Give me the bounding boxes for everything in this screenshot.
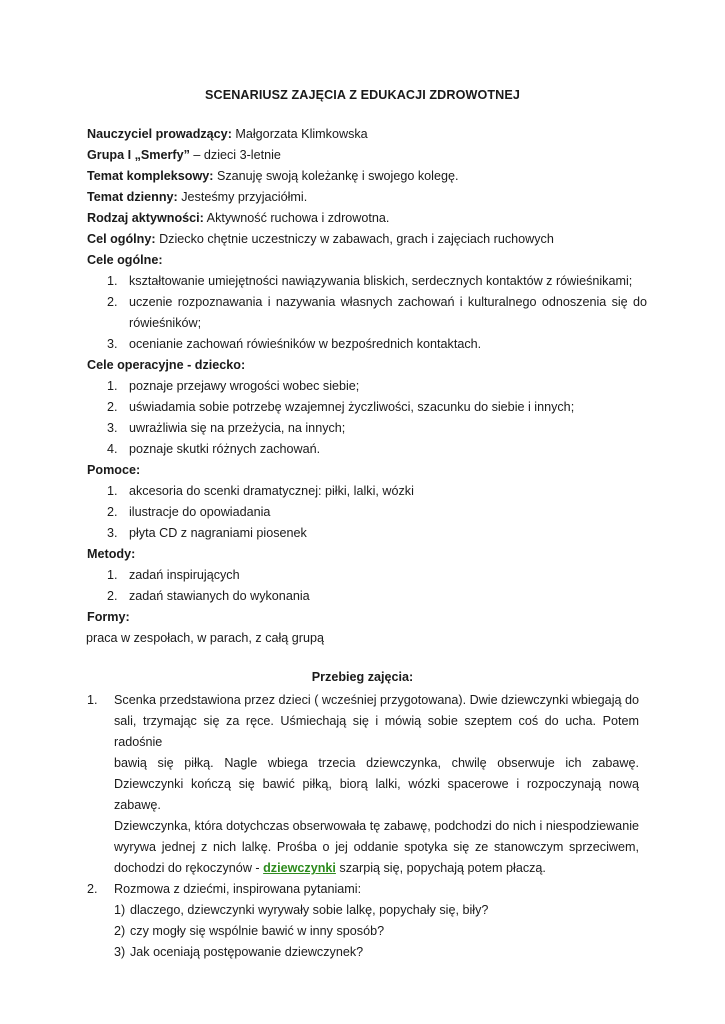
teacher-value: Małgorzata Klimkowska [231, 127, 368, 141]
list-text: uczenie rozpoznawania i nazywania własnych zachowań i kulturalnego odnoszenia się do [129, 295, 647, 309]
list-text: zadań inspirujących [129, 568, 240, 582]
list-text: ilustracje do opowiadania [129, 505, 271, 519]
paragraph-line: Dziewczynka, która dotychczas obserwowała tę zabawę, podchodzi do nich i niespodziewanie [114, 819, 639, 833]
list-text: uwrażliwia się na przeżycia, na innych; [129, 421, 346, 435]
list-text-continued: rówieśników; [129, 316, 202, 330]
general-goal-label: Cel ogólny: [87, 232, 156, 246]
list-item [87, 334, 647, 355]
procedure-list [87, 690, 639, 963]
list-number: 4. [107, 442, 118, 456]
question-number: 1) [114, 903, 126, 917]
list-item [87, 418, 647, 439]
activity-type-value: Aktywność ruchowa i zdrowotna. [203, 211, 390, 225]
group-line [87, 145, 647, 166]
procedure-text: Rozmowa z dziećmi, inspirowana pytaniami: [114, 882, 362, 896]
list-number: 1. [107, 568, 118, 582]
paragraph-text: szarpią się, popychają potem płaczą. [335, 861, 546, 875]
procedure-item [87, 690, 639, 879]
list-item [87, 397, 647, 418]
daily-topic-value: Jesteśmy przyjaciółmi. [177, 190, 308, 204]
question-text: czy mogły się wspólnie bawić w inny sposób? [130, 924, 385, 938]
list-number: 3. [107, 526, 118, 540]
question-list [114, 900, 639, 963]
list-number: 2. [107, 505, 118, 519]
list-item [87, 439, 647, 460]
general-goal-value: Dziecko chętnie uczestniczy w zabawach, grach i zajęciach ruchowych [155, 232, 554, 246]
procedure-number: 2. [87, 882, 98, 896]
list-item [87, 481, 647, 502]
procedure-heading: Przebieg zajęcia: [311, 670, 414, 684]
list-number: 1. [107, 274, 118, 288]
teacher-line [87, 124, 647, 145]
question-number: 3) [114, 945, 126, 959]
question-text: dlaczego, dziewczynki wyrywały sobie lalkę, popychały się, biły? [130, 903, 489, 917]
general-goal-line [87, 229, 647, 250]
list-text: ocenianie zachowań rówieśników w bezpośrednich kontaktach. [129, 337, 482, 351]
list-text: uświadamia sobie potrzebę wzajemnej życzliwości, szacunku do siebie i innych; [129, 400, 575, 414]
list-text: poznaje przejawy wrogości wobec siebie; [129, 379, 360, 393]
paragraph-line: bawią się piłką. Nagle wbiega trzecia dziewczynka, chwilę obserwuje ich zabawę. [114, 756, 639, 770]
list-item [87, 586, 647, 607]
methods-heading: Metody: [87, 547, 136, 561]
procedure-item [87, 879, 639, 963]
forms-text: praca w zespołach, w parach, z całą grupą [86, 631, 325, 645]
question-item [114, 900, 639, 921]
list-text: zadań stawianych do wykonania [129, 589, 310, 603]
group-label: Grupa I „Smerfy” [87, 148, 190, 162]
complex-topic-value: Szanuję swoją koleżankę i swojego kolegę. [213, 169, 459, 183]
list-number: 3. [107, 421, 118, 435]
list-item [87, 523, 647, 544]
question-item [114, 921, 639, 942]
general-goals-heading: Cele ogólne: [87, 253, 163, 267]
list-item [87, 502, 647, 523]
complex-topic-line [87, 166, 647, 187]
list-number: 2. [107, 589, 118, 603]
list-number: 3. [107, 337, 118, 351]
paragraph-text: dochodzi do rękoczynów - [114, 861, 264, 875]
paragraph-line-last [114, 858, 639, 879]
lesson-meta [87, 124, 647, 649]
forms-heading: Formy: [87, 610, 130, 624]
question-item [114, 942, 639, 963]
list-item [87, 565, 647, 586]
activity-type-line [87, 208, 647, 229]
list-text: poznaje skutki różnych zachowań. [129, 442, 321, 456]
list-item [87, 292, 647, 334]
paragraph-line: wyrywa jednej z nich lalkę. Prośba o jej oddanie spotyka się ze stanowczym sprzeciwem, [114, 840, 639, 854]
paragraph-line: sali, trzymając się za ręce. Uśmiechają się i mówią sobie szeptem coś do ucha. Potem radośnie [114, 714, 639, 749]
list-text: płyta CD z nagraniami piosenek [129, 526, 307, 540]
paragraph-line: Dziewczynki kończą się bawić piłką, biorą lalki, wózki spacerowe i rozpoczynają nową zabawę. [114, 777, 639, 812]
procedure-number: 1. [87, 693, 98, 707]
list-number: 1. [107, 484, 118, 498]
daily-topic-line [87, 187, 647, 208]
highlighted-word: dziewczynki [263, 861, 336, 875]
list-number: 2. [107, 295, 118, 309]
teacher-label: Nauczyciel prowadzący: [87, 127, 232, 141]
list-number: 1. [107, 379, 118, 393]
list-text: kształtowanie umiejętności nawiązywania bliskich, serdecznych kontaktów z rówieśnikami; [129, 274, 633, 288]
question-number: 2) [114, 924, 126, 938]
complex-topic-label: Temat kompleksowy: [87, 169, 214, 183]
list-text: akcesoria do scenki dramatycznej: piłki, lalki, wózki [129, 484, 414, 498]
list-item [87, 271, 647, 292]
list-item [87, 376, 647, 397]
activity-type-label: Rodzaj aktywności: [87, 211, 204, 225]
group-value: – dzieci 3-letnie [189, 148, 281, 162]
paragraph-line: Scenka przedstawiona przez dzieci ( wcześniej przygotowana). Dwie dziewczynki wbiegają do [114, 693, 639, 707]
aids-heading: Pomoce: [87, 463, 141, 477]
operational-goals-heading: Cele operacyjne - dziecko: [87, 358, 246, 372]
question-text: Jak oceniają postępowanie dziewczynek? [130, 945, 364, 959]
list-number: 2. [107, 400, 118, 414]
document-title: SCENARIUSZ ZAJĘCIA Z EDUKACJI ZDROWOTNEJ [205, 88, 520, 102]
daily-topic-label: Temat dzienny: [87, 190, 178, 204]
